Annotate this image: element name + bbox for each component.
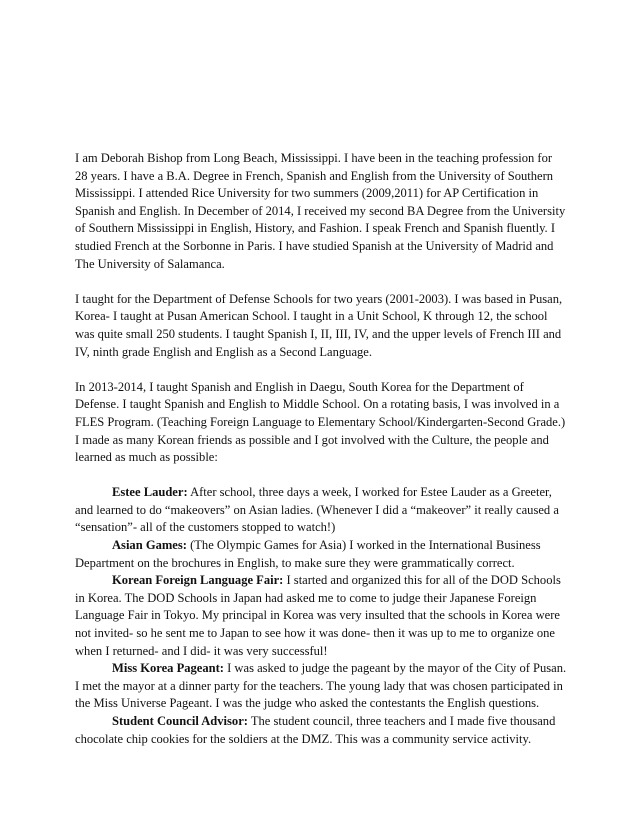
activity-text: I started and organized this for all of the DOD Schools in Korea. The DOD Schools in Japan had asked me to come to judge their Japanese Foreign Language Fair in Tokyo. My principal in Korea was very insulted that the schools in Korea were not invited- so he sent me to Japan to see how it was done- then it was up to me to organize one when I returned- and I did- it was very successful!	[75, 573, 561, 658]
activity-title: Estee Lauder:	[112, 485, 188, 500]
activity-text: After school, three days a week, I worked for Estee Lauder as a Greeter, and learned to do “makeovers” on Asian ladies. (Whenever I did a “makeover” it really caused a “sensation”- all of the customers stopped to watch!)	[75, 485, 559, 535]
intro-paragraph: I am Deborah Bishop from Long Beach, Mississippi. I have been in the teaching profession for 28 years. I have a B.A. Degree in French, Spanish and English from the University of Southern Mississippi. I attended Rice University for two summers (2009,2011) for AP Certification in Spanish and English. In December of 2014, I received my second BA Degree from the University of Southern Mississippi in English, History, and Fashion. I speak French and Spanish fluently. I studied French at the Sorbonne in Paris. I have studied Spanish at the University of Madrid and The University of Salamanca.	[75, 151, 566, 271]
daegu-paragraph: In 2013-2014, I taught Spanish and English in Daegu, South Korea for the Department of Defense. I taught Spanish and English to Middle School. On a rotating basis, I was involved in a FLES Program. (Teaching Foreign Language to Elementary School/Kindergarten-Second Grade.) I made as many Korean friends as possible and I got involved with the Culture, the people and learned as much as possible:	[75, 379, 566, 465]
activity-text: The student council, three teachers and I made five thousand chocolate chip cookies for the soldiers at the DMZ. This was a community service activity.	[75, 714, 556, 746]
activity-entry-asian-games	[75, 537, 567, 572]
activity-title: Miss Korea Pageant:	[112, 661, 224, 676]
activity-entry-language-fair	[75, 572, 567, 660]
document-body	[75, 150, 567, 748]
activity-text: (The Olympic Games for Asia) I worked in the International Business Department on the brochures in English, to make sure they were grammatically correct.	[75, 538, 541, 570]
activity-text: I was asked to judge the pageant by the mayor of the City of Pusan. I met the mayor at a dinner party for the teachers. The young lady that was chosen participated in the Miss Universe Pageant. I was the judge who asked the contestants the English questions.	[75, 661, 567, 711]
activity-entry-miss-korea	[75, 660, 567, 713]
dod-schools-paragraph: I taught for the Department of Defense Schools for two years (2001-2003). I was based in Pusan, Korea- I taught at Pusan American School. I taught in a Unit School, K through 12, the school was quite small 250 students. I taught Spanish I, II, III, IV, and the upper levels of French III and IV, ninth grade English and English as a Second Language.	[75, 291, 563, 359]
activity-entry-student-council	[75, 713, 567, 748]
activity-title: Student Council Advisor:	[112, 714, 248, 728]
activity-title: Korean Foreign Language Fair:	[112, 573, 284, 588]
activity-title: Asian Games:	[112, 538, 187, 553]
activity-entry-estee-lauder	[75, 484, 567, 537]
